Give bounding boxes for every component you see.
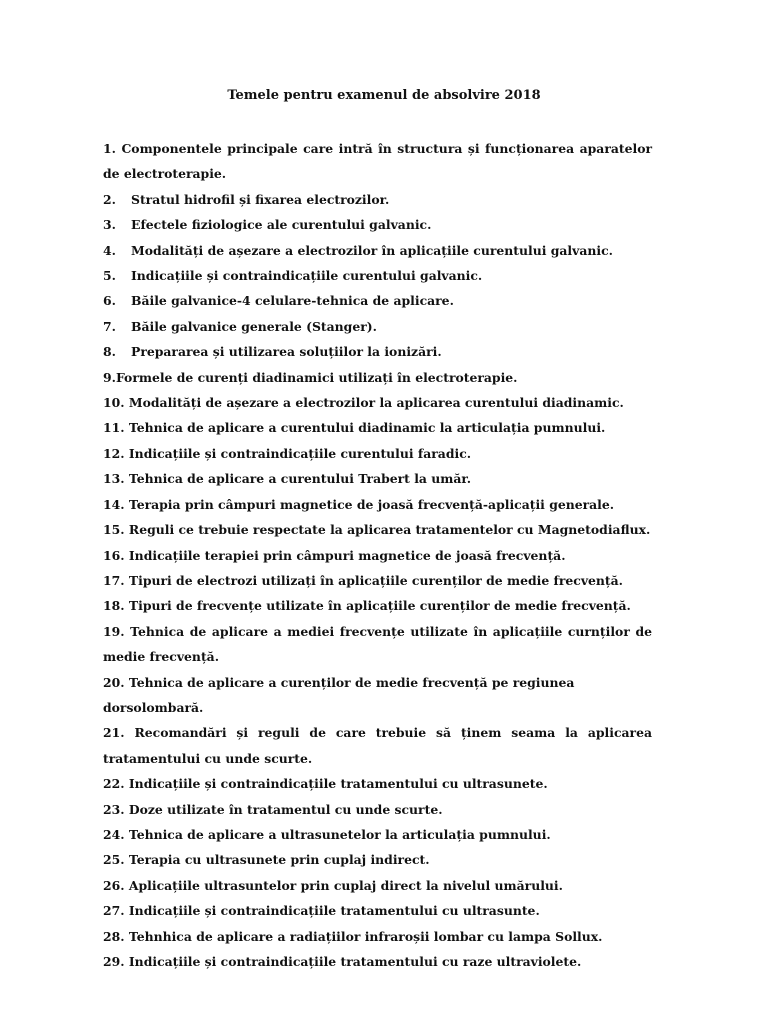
topic-item xyxy=(103,288,652,313)
topic-item xyxy=(103,314,652,339)
topic-text: Indicațiile și contraindicațiile tratamentului cu ultrasunte. xyxy=(128,903,540,919)
topic-text: Tehnhica de aplicare a radiațiilor infraroșii lombar cu lampa Sollux. xyxy=(128,928,603,944)
topic-text: Tehnica de aplicare a ultrasunetelor la articulația pumnului. xyxy=(128,826,551,842)
topic-number: 26. xyxy=(103,877,125,893)
topic-item xyxy=(103,517,652,542)
topic-item xyxy=(103,873,652,898)
topic-text: Tehnica de aplicare a curenților de medie frecvență pe regiunea dorsolombară. xyxy=(103,674,575,715)
topic-text: Reguli ce trebuie respectate la aplicarea tratamentelor cu Magnetodiaflux. xyxy=(128,522,651,538)
topic-item xyxy=(103,822,652,847)
topic-number: 23. xyxy=(103,801,125,817)
topic-item xyxy=(103,898,652,923)
topic-item xyxy=(103,492,652,517)
topic-item xyxy=(103,568,652,593)
topic-text: Indicațiile și contraindicațiile curentului galvanic. xyxy=(131,268,483,284)
topic-item xyxy=(103,263,652,288)
topic-text: Aplicațiile ultrasuntelor prin cuplaj direct la nivelul umărului. xyxy=(128,877,563,893)
topic-number: 18. xyxy=(103,598,125,614)
topic-text: Tipuri de electrozi utilizați în aplicațiile curenților de medie frecvență. xyxy=(128,572,623,588)
topic-number: 4. xyxy=(103,242,116,258)
topic-text: Stratul hidrofil și fixarea electrozilor. xyxy=(131,191,390,207)
topic-text: Indicațiile și contraindicațiile tratamentului cu ultrasunete. xyxy=(128,776,548,792)
topic-number: 21. xyxy=(103,725,125,741)
topic-text: Tehnica de aplicare a curentului diadinamic la articulația pumnului. xyxy=(128,420,606,436)
topic-item xyxy=(103,847,652,872)
topic-number: 10. xyxy=(103,395,125,411)
topic-item xyxy=(103,390,652,415)
topic-text: Doze utilizate în tratamentul cu unde scurte. xyxy=(128,801,443,817)
document-title: Temele pentru examenul de absolvire 2018 xyxy=(227,88,541,103)
topic-number: 2. xyxy=(103,191,116,207)
topic-number: 28. xyxy=(103,928,125,944)
topic-number: 22. xyxy=(103,776,125,792)
topic-item xyxy=(103,771,652,796)
topic-number: 13. xyxy=(103,471,125,487)
topic-item xyxy=(103,441,652,466)
topic-text: Modalități de așezare a electrozilor în aplicațiile curentului galvanic. xyxy=(131,242,613,258)
topic-number: 9. xyxy=(103,369,116,385)
topic-number: 14. xyxy=(103,496,125,512)
topic-text: Indicațiile și contraindicațiile tratamentului cu raze ultraviolete. xyxy=(128,954,582,969)
topic-item xyxy=(103,949,652,974)
topic-number: 29. xyxy=(103,954,125,969)
topic-number: 15. xyxy=(103,522,125,538)
topic-number: 3. xyxy=(103,217,116,233)
topic-text: Modalități de așezare a electrozilor la aplicarea curentului diadinamic. xyxy=(128,395,624,411)
topic-item xyxy=(103,415,652,440)
topic-number: 27. xyxy=(103,903,125,919)
topic-text: Recomandări și reguli de care trebuie să ținem seama la aplicarea tratamentului cu unde scurte. xyxy=(103,725,652,766)
topic-number: 20. xyxy=(103,674,125,690)
topic-item xyxy=(103,212,652,237)
topic-text: Băile galvanice generale (Stanger). xyxy=(131,318,377,334)
topic-text: Efectele fiziologice ale curentului galvanic. xyxy=(131,217,432,233)
topic-item xyxy=(103,593,652,618)
topic-number: 7. xyxy=(103,318,116,334)
topic-text: Terapia cu ultrasunete prin cuplaj indirect. xyxy=(128,852,430,868)
topic-number: 1. xyxy=(103,141,116,156)
topic-item xyxy=(103,187,652,212)
topic-text: Tehnica de aplicare a curentului Trabert la umăr. xyxy=(128,471,472,487)
topic-text: Băile galvanice-4 celulare-tehnica de aplicare. xyxy=(131,293,454,309)
topic-item xyxy=(103,924,652,949)
topic-number: 11. xyxy=(103,420,125,436)
topic-text: Tehnica de aplicare a mediei frecvențe utilizate în aplicațiile curnților de medie frecvență. xyxy=(103,623,652,665)
topic-text: Indicațiile și contraindicațiile curentului faradic. xyxy=(128,445,472,461)
topic-text: Tipuri de frecvențe utilizate în aplicațiile curenților de medie frecvență. xyxy=(128,598,631,614)
topic-item xyxy=(103,797,652,822)
topic-item xyxy=(103,466,652,491)
topic-number: 6. xyxy=(103,293,116,309)
topic-text: Prepararea și utilizarea soluțiilor la ionizări. xyxy=(131,344,442,360)
topic-item xyxy=(103,136,652,187)
topic-text: Componentele principale care intră în structura și funcționarea aparatelor de electroterapie. xyxy=(103,141,652,182)
topic-number: 24. xyxy=(103,826,125,842)
topic-item xyxy=(103,365,652,390)
topic-item xyxy=(103,543,652,568)
topic-item xyxy=(103,720,652,771)
topic-item xyxy=(103,670,652,721)
topic-number: 16. xyxy=(103,547,125,563)
topic-number: 25. xyxy=(103,852,125,868)
topic-number: 17. xyxy=(103,572,125,588)
topic-text: Formele de curenți diadinamici utilizați în electroterapie. xyxy=(115,369,518,385)
topic-text: Terapia prin câmpuri magnetice de joasă frecvență-aplicații generale. xyxy=(128,496,615,512)
topic-number: 5. xyxy=(103,268,116,284)
topic-number: 8. xyxy=(103,344,116,360)
topic-number: 12. xyxy=(103,445,125,461)
topic-item xyxy=(103,619,652,670)
topic-list xyxy=(103,136,652,974)
topic-number: 19. xyxy=(103,623,125,639)
topic-item xyxy=(103,339,652,364)
topic-text: Indicațiile terapiei prin câmpuri magnetice de joasă frecvență. xyxy=(128,547,566,563)
topic-item xyxy=(103,238,652,263)
